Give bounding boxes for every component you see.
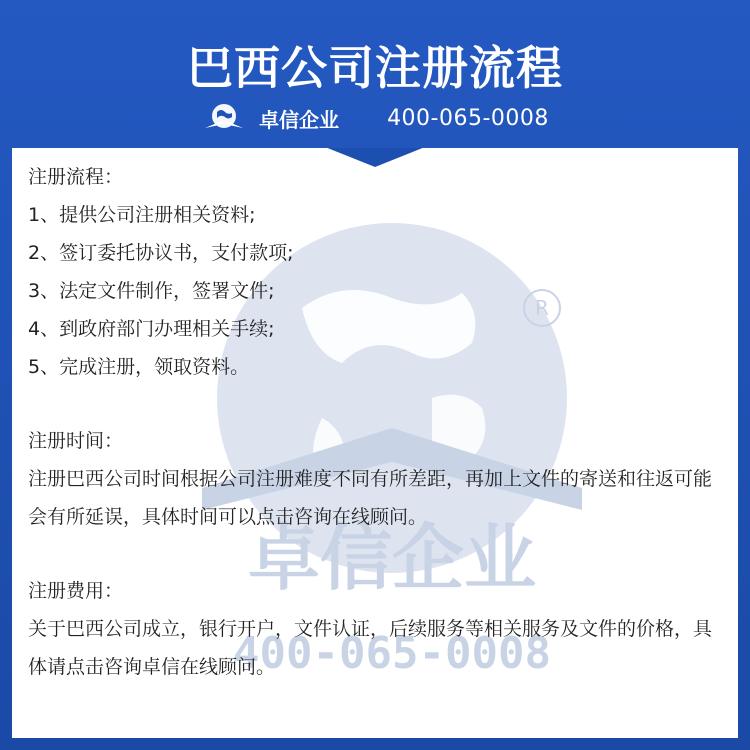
phone-number: 400-065-0008 [387,105,549,131]
header [0,0,750,150]
process-step-3: 3、法定文件制作，签署文件; [28,280,275,302]
time-heading: 注册时间： [28,430,124,452]
watermark-brand-text: 卓信企业 [247,516,537,600]
brand-name: 卓信企业 [259,107,340,132]
registered-mark: R [535,296,549,320]
page-title: 巴西公司注册流程 [187,41,563,95]
globe-logo-icon [201,102,247,134]
process-heading: 注册流程： [28,166,124,188]
content-panel [12,148,738,738]
process-step-5: 5、完成注册，领取资料。 [28,356,250,378]
process-step-2: 2、签订委托协议书，支付款项; [28,242,294,264]
content-body [28,158,728,686]
spacer [28,386,728,422]
fee-heading: 注册费用： [28,580,124,602]
brand-row [0,100,750,136]
watermark-phone: 400-065-0008 [233,628,551,679]
fee-body: 关于巴西公司成立，银行开户，文件认证，后续服务等相关服务及文件的价格，具体请点击咨询卓信在线顾问。 [28,618,713,678]
spacer [28,536,728,572]
process-step-1: 1、提供公司注册相关资料; [28,204,256,226]
time-body: 注册巴西公司时间根据公司注册难度不同有所差距，再加上文件的寄送和往返可能会有所延误，具体时间可以点击咨询在线顾问。 [28,468,713,528]
process-step-4: 4、到政府部门办理相关手续; [28,318,275,340]
